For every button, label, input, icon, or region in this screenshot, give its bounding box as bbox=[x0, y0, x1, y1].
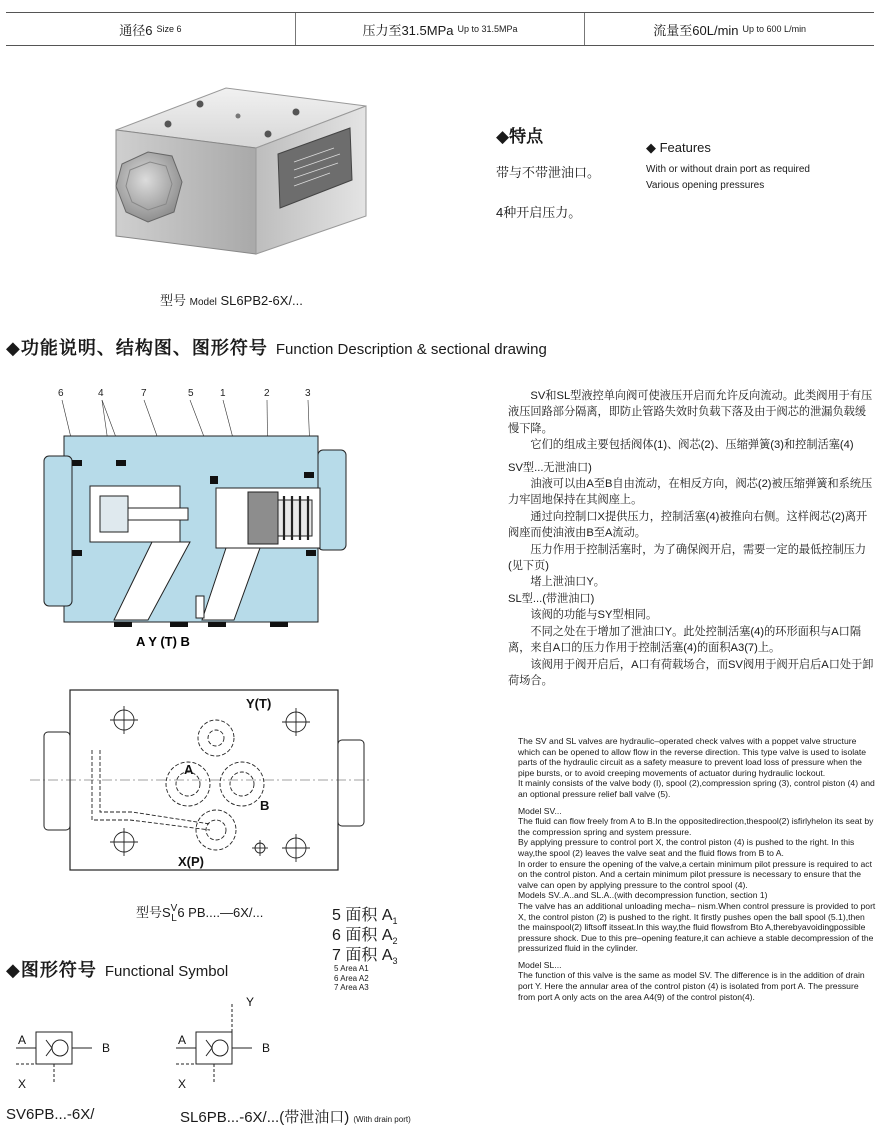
cn-paragraph: 油液可以由A至B自由流动，在相反方向，阀芯(2)被压缩弹簧和系统压力牢固地保持在其阀座上。 bbox=[508, 478, 873, 507]
area-row-7 bbox=[332, 942, 398, 966]
callout-5: 5 bbox=[188, 388, 194, 399]
sectional-drawing bbox=[20, 380, 360, 650]
sl-caption-main: SL6PB...-6X/...(带泄油口) bbox=[180, 1109, 350, 1126]
cn-paragraph: 该阀用于阀开启后，A口有荷载场合，而SV阀用于阀开启后A口处于卸荷场合。 bbox=[508, 658, 874, 687]
cn-paragraph: 堵上泄油口Y。 bbox=[508, 576, 605, 589]
caption-cn: 型号 bbox=[160, 293, 187, 308]
cn-paragraph: 它们的组成主要包括阀体(1)、阀芯(2)、压缩弹簧(3)和控制活塞(4) bbox=[508, 439, 854, 452]
area-en-7: 7 Area A3 bbox=[334, 983, 369, 992]
en-paragraph: The valve has an additional unloading mecha– nism.When control pressure is provided to port X, the control piston (2) is pushed to the right. It firstly pushes open the ball spool (5.1),then the mainspool(2) liftsoff itsseat.In this way,the fluid flowsfrom Bto A,therebyavoidingpossible pressure shock. Due to this pre–opening feature,it can achieve a stable decompression of the pressurized fluid in the cylinder. bbox=[518, 900, 876, 954]
callout-2: 2 bbox=[264, 388, 270, 399]
caption-model: SL6PB2-6X/... bbox=[220, 293, 303, 308]
section-symbol-title bbox=[6, 956, 228, 982]
sl-port-y: Y bbox=[246, 995, 255, 1009]
area-7-var: A bbox=[381, 947, 393, 964]
features-title-cn: ◆特点 bbox=[496, 127, 544, 146]
area-7-num: 7 bbox=[332, 947, 341, 964]
area-en-5: 5 Area A1 bbox=[334, 964, 369, 973]
caption-en: Model bbox=[189, 297, 217, 308]
model-line-sub: L bbox=[171, 912, 177, 924]
sv-port-x: X bbox=[18, 1077, 27, 1091]
model-line bbox=[136, 902, 263, 924]
en-paragraph: By applying pressure to control port X, the control piston (4) is pushed to the right. In this way,the spool (2) leaves the valve seat and the fluid flows from B to A. bbox=[518, 837, 855, 858]
area-6-num: 6 bbox=[332, 927, 341, 944]
feature-en-1: With or without drain port as required bbox=[646, 164, 810, 175]
section-function-title-en: Function Description & sectional drawing bbox=[275, 341, 547, 358]
drawing-ports-label: A Y (T) B bbox=[136, 634, 190, 649]
callout-7: 7 bbox=[141, 388, 147, 399]
area-6-cn: 面积 bbox=[345, 927, 378, 944]
cn-paragraph: SL型...(带泄油口) bbox=[508, 592, 595, 605]
spec-flow bbox=[585, 13, 874, 45]
area-7-cn: 面积 bbox=[345, 947, 378, 964]
section-function-title-cn: ◆功能说明、结构图、图形符号 bbox=[6, 338, 268, 358]
product-photo bbox=[108, 86, 370, 264]
area-5-var: A bbox=[381, 907, 393, 924]
sl-caption bbox=[180, 1106, 411, 1127]
cn-paragraph: 通过向控制口X提供压力，控制活塞(4)被推向右侧。这样阀芯(2)离开阀座而使油液由B至A流动。 bbox=[508, 510, 868, 540]
port-yt-label: Y(T) bbox=[246, 696, 272, 711]
feature-cn-2: 4种开启压力。 bbox=[496, 205, 582, 220]
spec-header bbox=[6, 12, 874, 46]
port-xp-label: X(P) bbox=[178, 854, 204, 869]
area-en-6: 6 Area A2 bbox=[334, 973, 369, 983]
photo-caption bbox=[160, 290, 303, 309]
sl-port-x: X bbox=[178, 1077, 187, 1091]
spec-pressure bbox=[296, 13, 586, 45]
features-title-en: ◆ Features bbox=[646, 140, 711, 155]
en-paragraph: In order to ensure the opening of the valve,a certain minimum pilot pressure is required to act on the control piston. And a certain minimum pilot pressure is necessary to ensure that the valve can open by applying pressure to the control spool (4). bbox=[518, 858, 872, 890]
section-symbol-title-cn: ◆图形符号 bbox=[6, 960, 97, 980]
en-paragraph: The fluid can flow freely from A to B.In the oppositedirection,thespool(2) isfirlyhelon its seat by the compression spring and system pressure. bbox=[518, 816, 874, 837]
flow-en: Up to 600 L/min bbox=[742, 24, 807, 34]
cn-paragraph: SV型...无泄油口) bbox=[508, 461, 592, 474]
en-paragraph: Model SV... bbox=[518, 805, 562, 816]
area-6-sub: 2 bbox=[392, 936, 398, 947]
size-cn: 通径6 bbox=[119, 22, 153, 38]
pressure-cn: 压力至31.5MPa bbox=[362, 22, 454, 38]
section-function-title bbox=[6, 334, 547, 360]
sv-port-b: B bbox=[102, 1041, 111, 1055]
en-paragraph: Model SL... bbox=[518, 959, 562, 970]
model-line-suffix: 6 PB....—6X/... bbox=[177, 905, 264, 920]
cn-paragraph: 压力作用于控制活塞时，为了确保阀开启，需要一定的最低控制压力(见下页) bbox=[508, 543, 867, 573]
area-6-var: A bbox=[381, 927, 393, 944]
sv-port-a: A bbox=[18, 1033, 27, 1047]
sl-port-a: A bbox=[178, 1033, 187, 1047]
section-symbol-title-en: Functional Symbol bbox=[104, 963, 229, 980]
area-5-sub: 1 bbox=[392, 916, 398, 927]
flow-cn: 流量至60L/min bbox=[653, 22, 739, 38]
cn-paragraph: SV和SL型液控单向阀可使液压开启而允许反向流动。此类阀用于有压液压回路部分隔离，即防止管路失效时负载下落及由于阀芯的泄漏负载缓慢下降。 bbox=[508, 390, 873, 435]
sv-caption: SV6PB...-6X/ bbox=[6, 1106, 95, 1123]
port-b-label: B bbox=[260, 798, 270, 813]
area-5-cn: 面积 bbox=[345, 907, 378, 924]
en-paragraph: It mainly consists of the valve body (I), spool (2),compression spring (3), control piston (4) and an optional pressure relief ball valve (5). bbox=[518, 778, 875, 799]
pressure-en: Up to 31.5MPa bbox=[457, 24, 518, 34]
area-7-sub: 3 bbox=[392, 956, 398, 967]
spec-size bbox=[6, 13, 296, 45]
callout-4: 4 bbox=[98, 388, 104, 399]
area-en-list bbox=[334, 964, 369, 993]
cn-description bbox=[508, 388, 876, 689]
callout-3: 3 bbox=[305, 388, 311, 399]
port-a-label: A bbox=[184, 762, 194, 777]
en-paragraph: Models SV..A..and SL.A..(with decompression function, section 1) bbox=[518, 890, 768, 901]
feature-cn-1: 带与不带泄油口。 bbox=[496, 165, 601, 180]
callout-1: 1 bbox=[220, 388, 226, 399]
cn-paragraph: 该阀的功能与SY型相同。 bbox=[508, 609, 658, 622]
feature-en-2: Various opening pressures bbox=[646, 180, 765, 191]
functional-symbols bbox=[6, 994, 476, 1106]
en-description bbox=[518, 736, 876, 1002]
sl-caption-en: (With drain port) bbox=[353, 1115, 411, 1124]
callout-6: 6 bbox=[58, 388, 64, 399]
cn-paragraph: 不同之处在于增加了泄油口Y。此处控制活塞(4)的环形面积与A口隔离，来自A口的压力作用于控制活塞(4)的面积A3(7)上。 bbox=[508, 625, 862, 655]
en-paragraph: The SV and SL valves are hydraulic–operated check valves with a poppet valve structure which can be opened to allow flow in the reverse direction. This type valve is used to isolate parts of the hydraulic circuit as a safety measure to prevent load loss of pressure when the pipe bursts, or to avoid creeping movements of actuator during hydraulic lockout. bbox=[518, 736, 867, 778]
sl-port-b: B bbox=[262, 1041, 271, 1055]
en-paragraph: The function of this valve is the same as model SV. The difference is in the addition of drain port Y. Here the annular area of the control piston (4) is isolated from port A. The pressure from port A only acts on the area A4(9) of the control piston(4). bbox=[518, 970, 865, 1002]
model-line-prefix: 型号S bbox=[136, 905, 171, 920]
model-line-sup: V bbox=[170, 902, 178, 914]
area-5-num: 5 bbox=[332, 907, 341, 924]
top-view-drawing bbox=[20, 680, 380, 890]
size-en: Size 6 bbox=[156, 24, 182, 34]
